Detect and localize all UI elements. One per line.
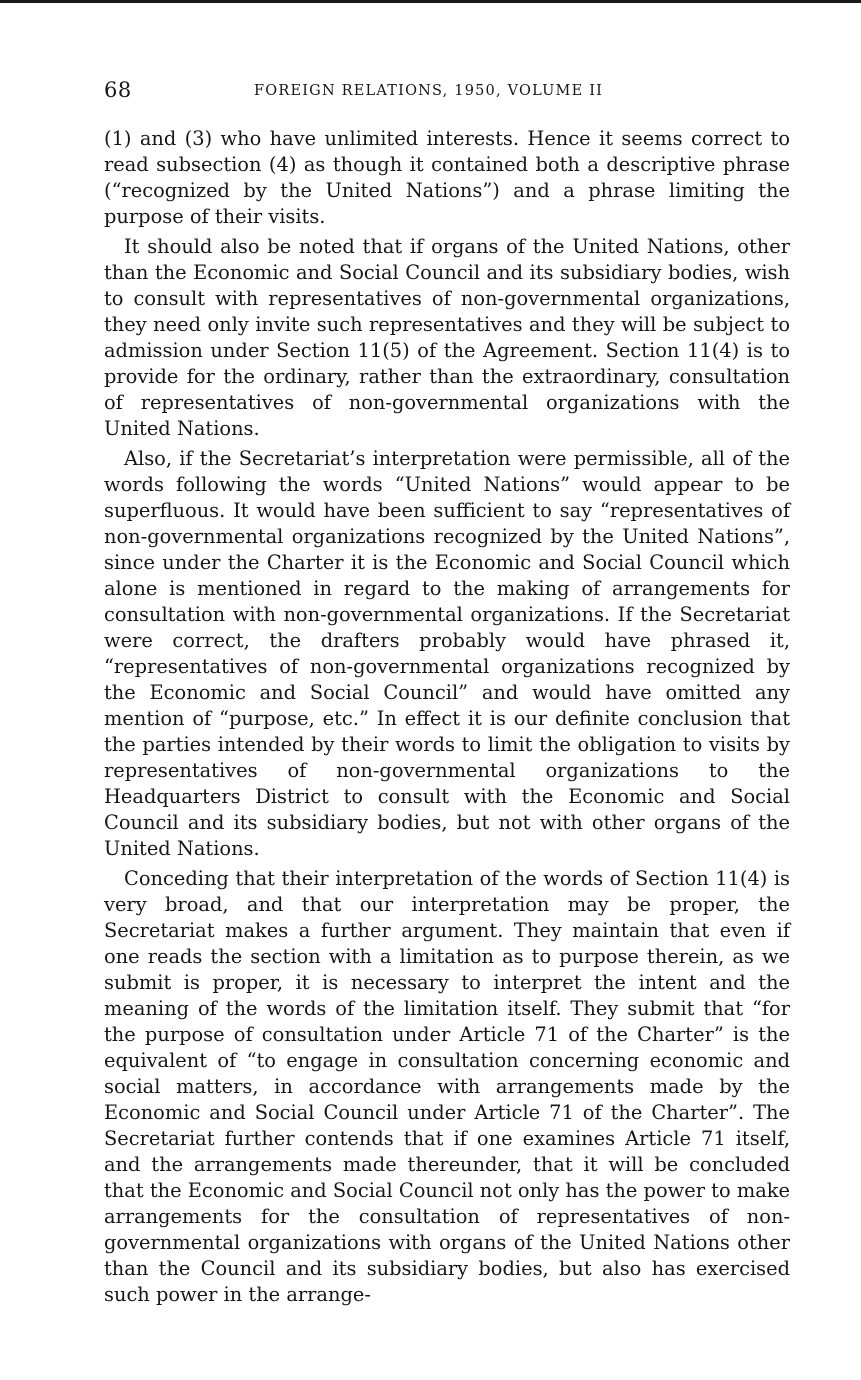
paragraph-organs-consultation: It should also be noted that if organs of the United Nations, other than the Economic and Social Council and its subsidiary bodies, wish to consult with representatives of non-governmental organizations, they need only invite such representatives and they will be subject to admission under Section 11(5) of the Agreement. Section 11(4) is to provide for the ordinary, rather than the extraordinary, consultation of representatives of non-governmental organizations with the United Nations.	[104, 235, 790, 440]
paragraph-secretariat-interpretation: Also, if the Secretariat’s interpretation were permissible, all of the words following the words “United Nations” would appear to be superfluous. It would have been sufficient to say “representatives of non-governmental organizations recognized by the United Nations”, since under the Charter it is the Economic and Social Council which alone is mentioned in regard to the making of arrangements for consultation with non-governmental organizations. If the Secretariat were correct, the drafters probably would have phrased it, “representatives of non-governmental organizations recognized by the Economic and Social Council” and would have omitted any mention of “purpose, etc.” In effect it is our definite conclusion that the parties intended by their words to limit the obligation to visits by representatives of non-governmental organizations to the Headquarters District to consult with the Economic and Social Council and its subsidiary bodies, but not with other organs of the United Nations.	[104, 447, 790, 860]
paragraph-further-argument: Conceding that their interpretation of the words of Section 11(4) is very broad, and that our interpretation may be proper, the Secretariat makes a further argument. They maintain that even if one reads the section with a limitation as to purpose therein, as we submit is proper, it is necessary to interpret the intent and the meaning of the words of the limitation itself. They submit that “for the purpose of consultation under Article 71 of the Charter” is the equivalent of “to engage in consultation concerning economic and social matters, in accordance with arrangements made by the Economic and Social Council under Article 71 of the Charter”. The Secretariat further contends that if one examines Article 71 itself, and the arrangements made thereunder, that it will be concluded that the Economic and Social Council not only has the power to make arrangements for the consultation of representatives of non-governmental organizations with organs of the United Nations other than the Council and its subsidiary bodies, but also has exercised such power in the arrange-	[104, 867, 790, 1306]
paragraph-continuation: (1) and (3) who have unlimited interests. Hence it seems correct to read subsection (4) as though it contained both a descriptive phrase (“recognized by the United Nations”) and a phrase limiting the purpose of their visits.	[104, 127, 790, 228]
document-page	[104, 78, 790, 1308]
scan-edge	[0, 0, 861, 3]
running-head: FOREIGN RELATIONS, 1950, VOLUME II	[254, 83, 604, 99]
page-number: 68	[104, 78, 132, 102]
body-text	[104, 126, 790, 1308]
page-header	[104, 78, 790, 112]
